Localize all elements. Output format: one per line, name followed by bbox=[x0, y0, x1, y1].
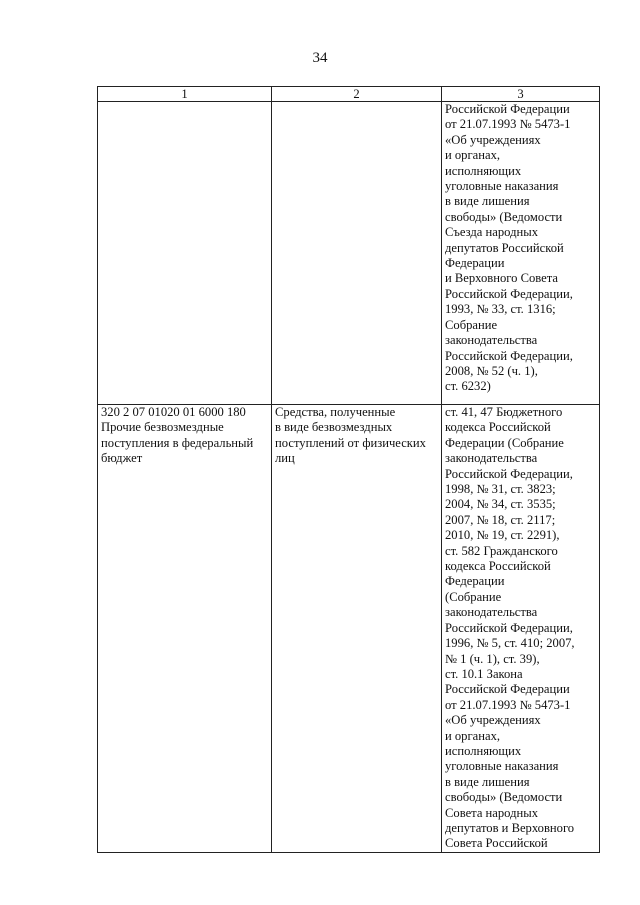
row-1-legal-basis-cell: Российской Федерации от 21.07.1993 № 5473-1 «Об учреждениях и органах, исполняющих уголовные наказания в виде лишения свободы» (Ведомости Съезда народных депутатов Российской Федерации и Верховного Совета Российской Федерации, 1993, № 33, ст. 1316; Собрание законодательства Российской Федерации, 2008, № 52 (ч. 1), ст. 6232) bbox=[442, 102, 600, 405]
table-row bbox=[98, 405, 600, 853]
row-2-legal-basis-cell: ст. 41, 47 Бюджетного кодекса Российской Федерации (Собрание законодательства Российской Федерации, 1998, № 31, ст. 3823; 2004, № 34, ст. 3535; 2007, № 18, ст. 2117; 2010, № 19, ст. 2291), ст. 582 Гражданского кодекса Российской Федерации (Собрание законодательства Российской Федерации, 1996, № 5, ст. 410; 2007, № 1 (ч. 1), ст. 39), ст. 10.1 Закона Российской Федерации от 21.07.1993 № 5473-1 «Об учреждениях и органах, исполняющих уголовные наказания в виде лишения свободы» (Ведомости Совета народных депутатов и Верховного Совета Российской bbox=[442, 405, 600, 853]
column-header-1: 1 bbox=[98, 87, 272, 102]
row-1-description-cell bbox=[272, 102, 442, 405]
table-header-row bbox=[98, 87, 600, 102]
row-1-code-cell bbox=[98, 102, 272, 405]
row-2-description-cell: Средства, полученные в виде безвозмездных поступлений от физических лиц bbox=[272, 405, 442, 853]
column-header-3: 3 bbox=[442, 87, 600, 102]
row-2-code-cell: 320 2 07 01020 01 6000 180 Прочие безвозмездные поступления в федеральный бюджет bbox=[98, 405, 272, 853]
table-row bbox=[98, 102, 600, 405]
document-table bbox=[97, 86, 600, 853]
column-header-2: 2 bbox=[272, 87, 442, 102]
page-number: 34 bbox=[312, 50, 328, 66]
